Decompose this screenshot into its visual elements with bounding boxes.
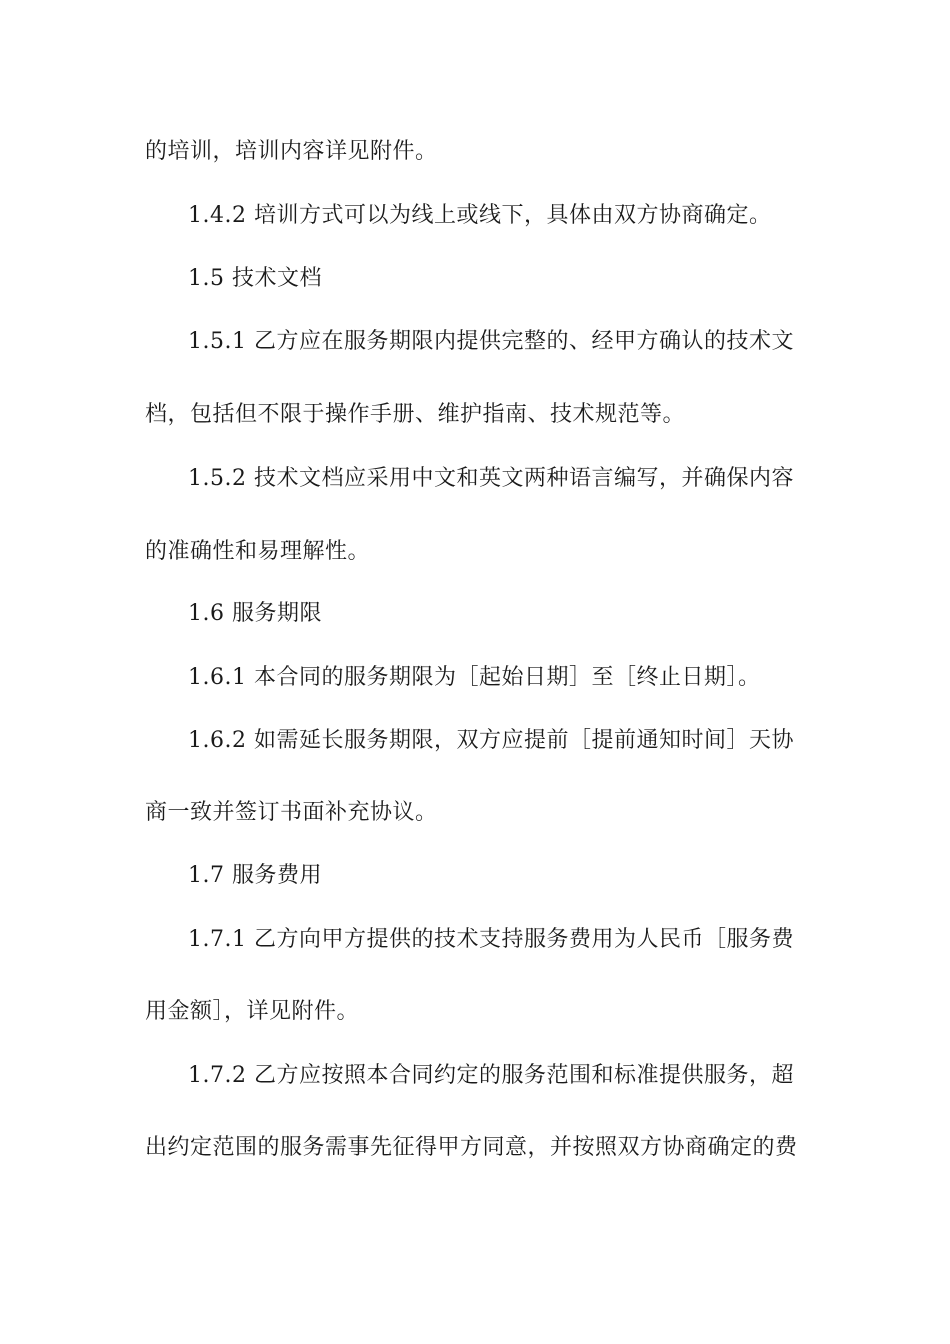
- clause-1-7-2-continuation: 出约定范围的服务需事先征得甲方同意，并按照双方协商确定的费: [145, 1135, 798, 1160]
- clause-1-7-1: 1.7.1 乙方向甲方提供的技术支持服务费用为人民币［服务费: [188, 927, 794, 952]
- clause-1-5-2-continuation: 的准确性和易理解性。: [145, 539, 371, 564]
- section-heading-1-5: 1.5 技术文档: [188, 266, 322, 291]
- clause-1-7-1-continuation: 用金额］，详见附件。: [145, 999, 360, 1024]
- clause-1-5-2: 1.5.2 技术文档应采用中文和英文两种语言编写，并确保内容: [188, 466, 794, 491]
- clause-1-6-1: 1.6.1 本合同的服务期限为［起始日期］至［终止日期］。: [188, 665, 761, 690]
- text-line-continuation: 的培训，培训内容详见附件。: [145, 139, 438, 164]
- clause-1-5-1-continuation: 档，包括但不限于操作手册、维护指南、技术规范等。: [145, 402, 686, 427]
- clause-1-6-2-continuation: 商一致并签订书面补充协议。: [145, 800, 438, 825]
- section-heading-1-6: 1.6 服务期限: [188, 601, 322, 626]
- clause-1-4-2: 1.4.2 培训方式可以为线上或线下，具体由双方协商确定。: [188, 203, 772, 228]
- clause-1-6-2: 1.6.2 如需延长服务期限，双方应提前［提前通知时间］天协: [188, 728, 794, 753]
- clause-1-5-1: 1.5.1 乙方应在服务期限内提供完整的、经甲方确认的技术文: [188, 329, 794, 354]
- clause-1-7-2: 1.7.2 乙方应按照本合同约定的服务范围和标准提供服务，超: [188, 1063, 794, 1088]
- section-heading-1-7: 1.7 服务费用: [188, 863, 322, 888]
